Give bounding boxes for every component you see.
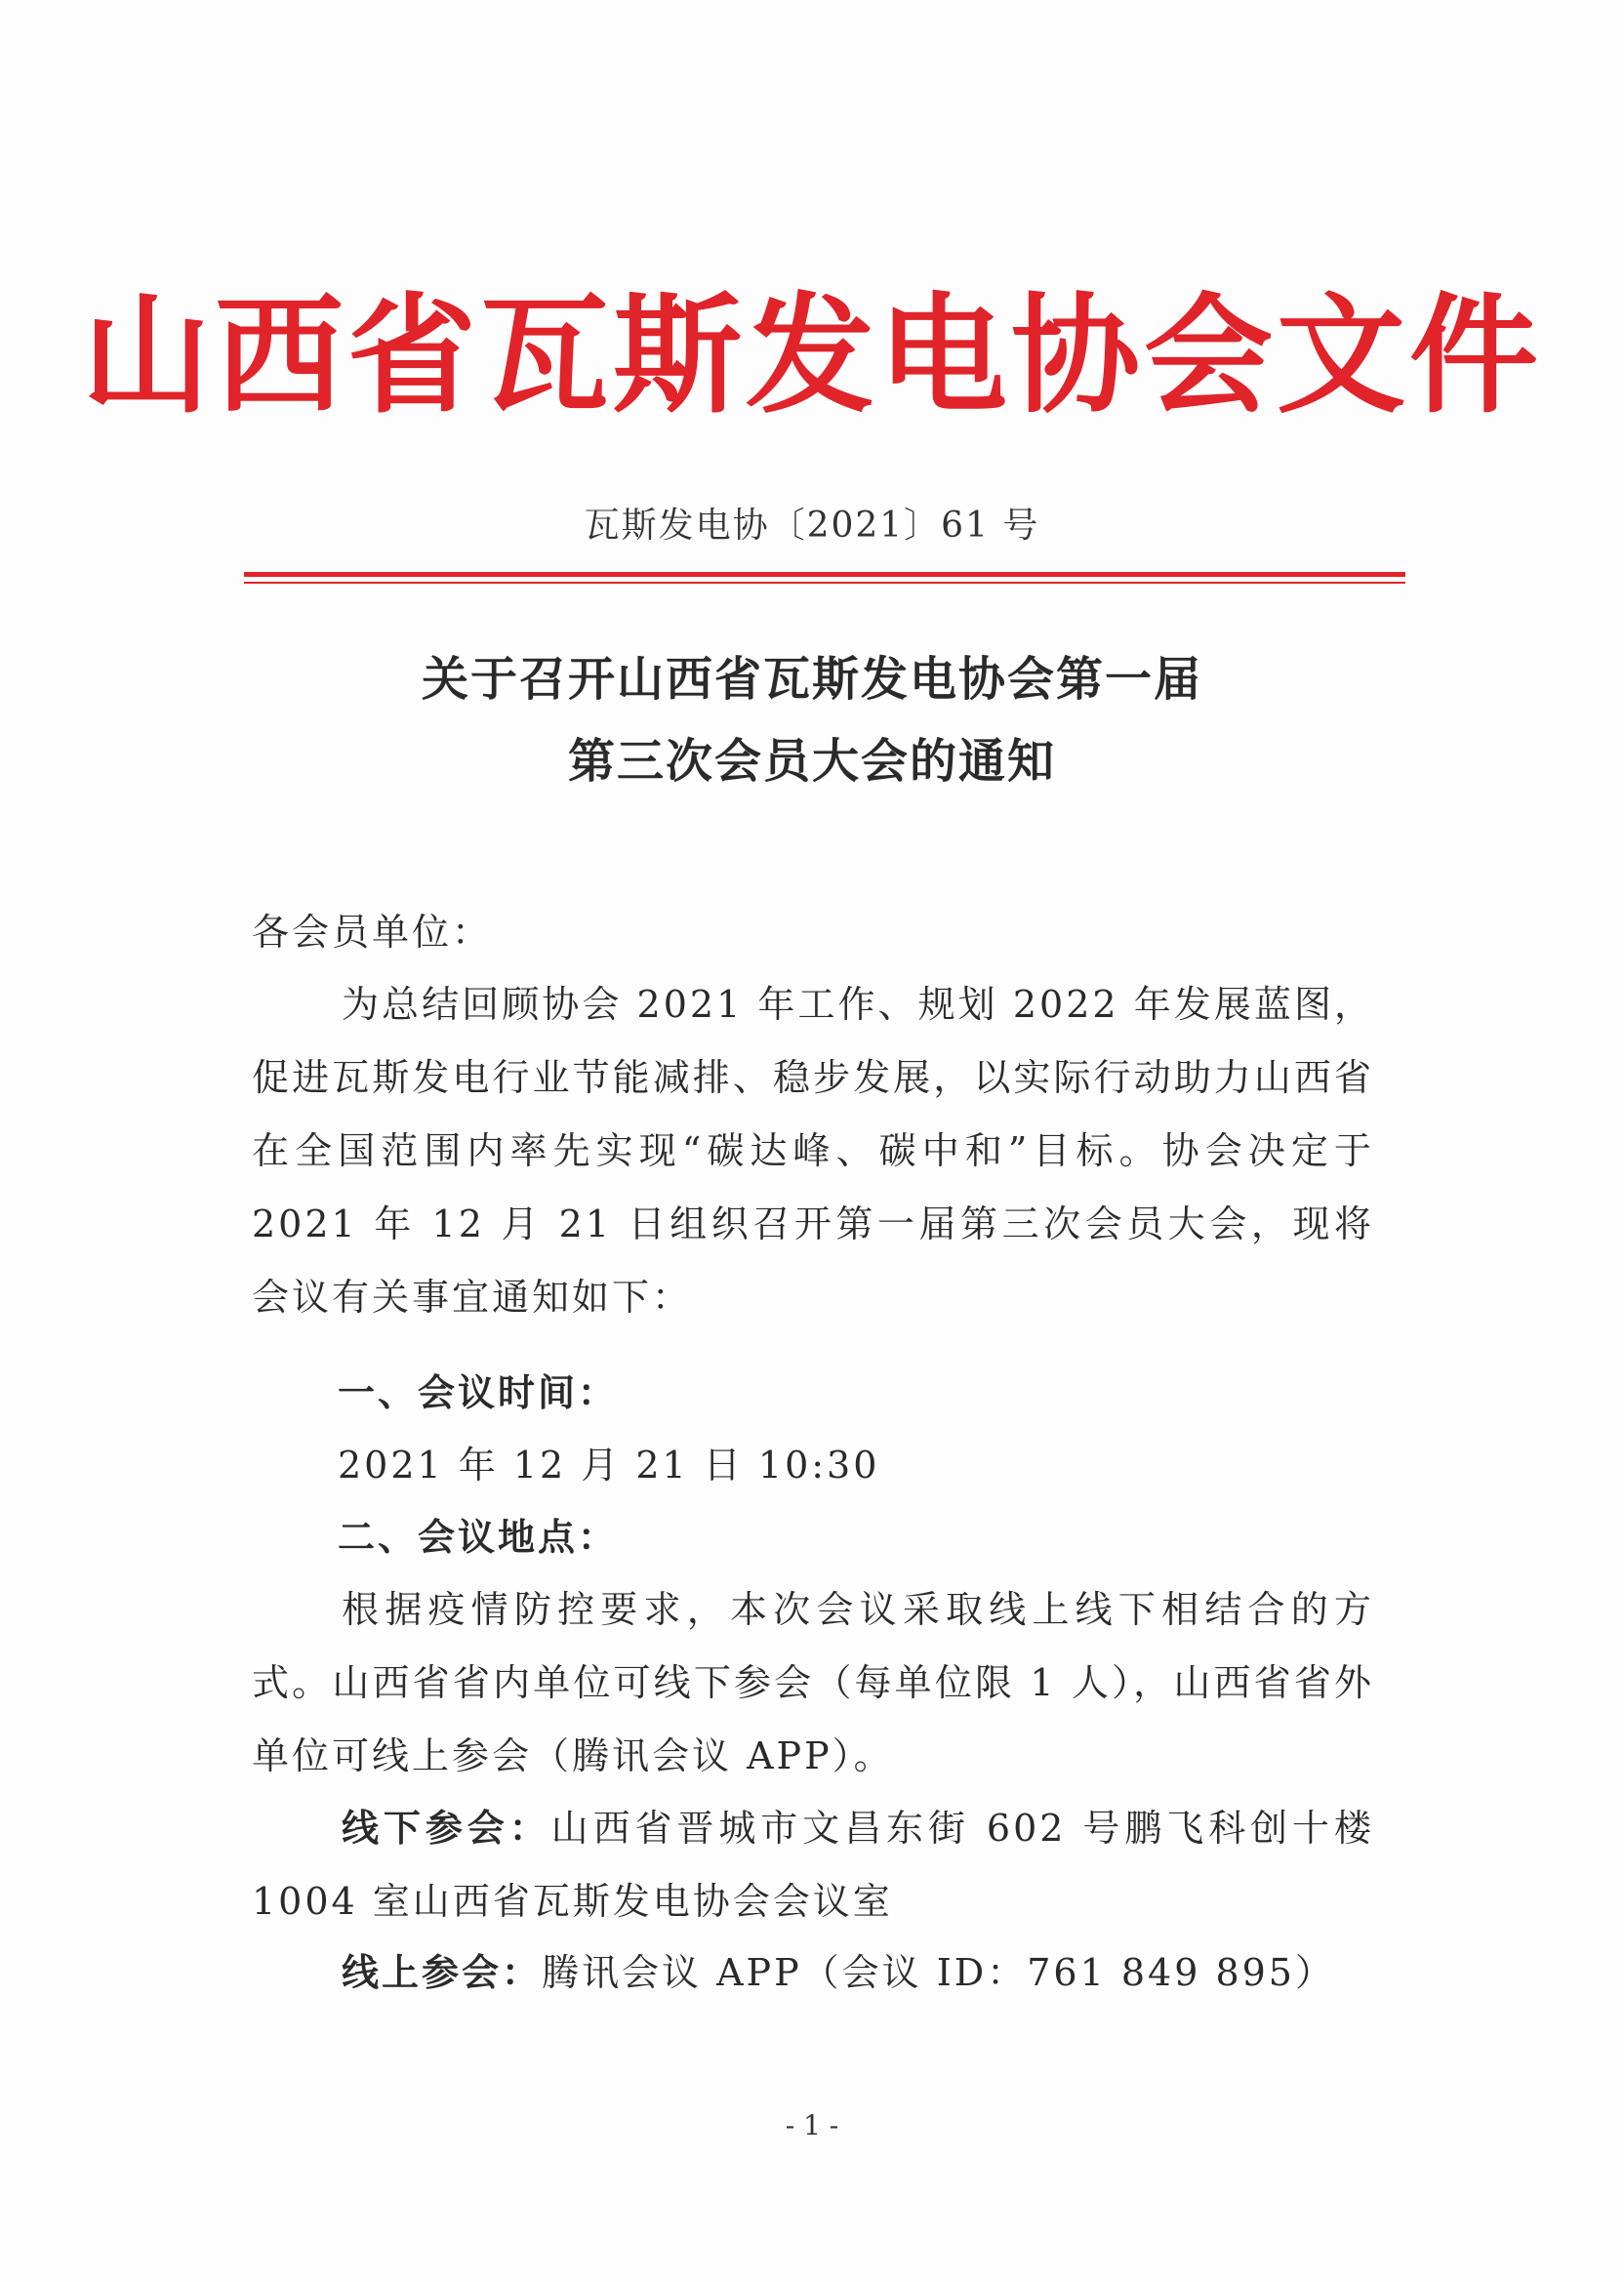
meeting-time-value: 2021 年 12 月 21 日 10:30	[338, 1444, 880, 1487]
offline-attendance-address: 山西省晋城市文昌东街 602 号鹏飞科创十楼 1004 室山西省瓦斯发电协会会议室	[252, 1807, 1374, 1923]
notice-title-line-2: 第三次会员大会的通知	[567, 734, 1056, 789]
offline-attendance-label: 线下参会：	[342, 1807, 551, 1850]
online-attendance-paragraph	[252, 1936, 1374, 2010]
section-heading-meeting-place: 二、会议地点：	[338, 1516, 619, 1559]
online-attendance-label: 线上参会：	[342, 1951, 543, 1994]
meeting-place-paragraph: 根据疫情防控要求，本次会议采取线上线下相结合的方式。山西省省内单位可线下参会（每单位限 1 人），山西省省外单位可线上参会（腾讯会议 APP）。	[252, 1588, 1374, 1777]
salutation: 各会员单位：	[252, 911, 493, 954]
intro-paragraph: 为总结回顾协会 2021 年工作、规划 2022 年发展蓝图，促进瓦斯发电行业节能减排、稳步发展，以实际行动助力山西省在全国范围内率先实现“碳达峰、碳中和”目标。协会决定于 2021 年 12 月 21 日组织召开第一届第三次会员大会，现将会议有关事宜通知如下：	[252, 983, 1374, 1319]
red-divider-line	[244, 572, 1405, 577]
document-number: 瓦斯发电协〔2021〕61 号	[584, 506, 1040, 546]
offline-attendance-paragraph	[252, 1792, 1374, 1938]
document-masthead: 山西省瓦斯发电协会文件	[82, 281, 1542, 431]
online-attendance-detail: 腾讯会议 APP（会议 ID：761 849 895）	[542, 1951, 1335, 1994]
notice-title-line-1: 关于召开山西省瓦斯发电协会第一届	[421, 652, 1202, 707]
red-divider-line-thin	[244, 582, 1405, 584]
page-number: - 1 -	[785, 2109, 839, 2141]
section-heading-meeting-time: 一、会议时间：	[338, 1371, 619, 1414]
